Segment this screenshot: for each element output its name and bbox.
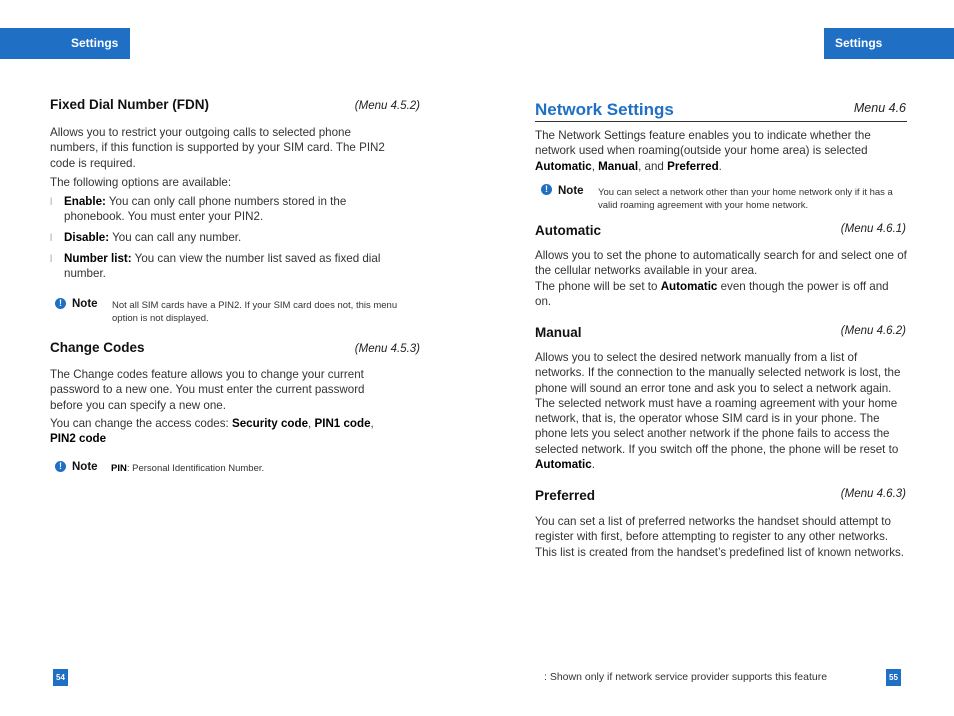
security-code: Security code <box>231 417 309 430</box>
automatic-title: Automatic <box>535 223 602 238</box>
change-codes-title: Change Codes <box>50 340 145 355</box>
network-settings-intro <box>535 128 907 174</box>
manual-desc-end: . <box>591 458 595 472</box>
option-text: You can call any number. <box>109 231 242 244</box>
network-settings-menu-ref: Menu 4.6 <box>853 101 906 115</box>
option-label: Enable: <box>64 195 106 208</box>
fdn-options-intro: The following options are available: <box>50 176 232 189</box>
fdn-note-text: Not all SIM cards have a PIN2. If your SIM card does not, this menu option is not displayed. <box>112 300 398 324</box>
separator: , <box>308 417 315 430</box>
option-preferred: Preferred <box>667 159 719 173</box>
fdn-note-label: Note <box>72 298 98 310</box>
fdn-menu-ref: (Menu 4.5.2) <box>354 100 420 112</box>
intro-text: The Network Settings feature enables you to indicate whether the network used when roaming(outside your home area) is selected <box>535 129 871 158</box>
page-number-right: 55 <box>886 669 901 686</box>
separator: , <box>591 159 599 173</box>
header-tab-left: Settings <box>0 28 130 59</box>
footnote: : Shown only if network service provider supports this feature <box>544 671 828 683</box>
bullet-mark: l <box>50 197 53 208</box>
exclamation-circle-icon: ! <box>55 298 66 309</box>
fdn-option-enable <box>64 194 404 225</box>
access-prefix: You can change the access codes: <box>50 417 232 430</box>
automatic-desc: The phone will be set to <box>535 279 661 293</box>
change-codes-note-text <box>111 463 411 476</box>
option-label: Number list: <box>64 252 132 265</box>
manual-title: Manual <box>535 325 582 340</box>
automatic-bold: Automatic <box>660 279 718 293</box>
bullet-mark: l <box>50 233 53 244</box>
preferred-title: Preferred <box>535 488 596 503</box>
exclamation-circle-icon: ! <box>541 184 552 195</box>
option-text: You can view the number list saved as fixed dial number. <box>64 252 381 281</box>
network-settings-title: Network Settings <box>535 100 674 119</box>
manual-menu-ref: (Menu 4.6.2) <box>840 325 906 337</box>
change-codes-intro: The Change codes feature allows you to change your current password to a new one. You must enter the current password before you can specify a new one. <box>50 368 365 412</box>
manual-bold: Automatic <box>535 458 592 472</box>
pin1-code: PIN1 code <box>314 417 371 430</box>
page-number-left: 54 <box>53 669 68 686</box>
exclamation-circle-icon: ! <box>55 461 66 472</box>
manual-text <box>535 350 907 472</box>
network-note-text: You can select a network other than your home network only if it has a valid roaming agreement with your home network. <box>598 187 893 211</box>
option-text: You can only call phone numbers stored in the phonebook. You must enter your PIN2. <box>64 195 347 224</box>
automatic-menu-ref: (Menu 4.6.1) <box>840 223 906 235</box>
pin-term: PIN <box>111 463 127 474</box>
bullet-mark: l <box>50 254 53 265</box>
fdn-option-disable <box>64 230 404 245</box>
automatic-desc: Allows you to set the phone to automatically search for and select one of the cellular networks available in your area. <box>535 249 907 278</box>
preferred-menu-ref: (Menu 4.6.3) <box>840 488 906 500</box>
sentence-end: . <box>718 159 722 173</box>
change-codes-note-label: Note <box>72 461 98 473</box>
manual-desc: Allows you to select the desired network manually from a list of networks. If the connection to the manually selected network is lost, the phone will sound an error tone and ask you to select a network again. The selected network must have a roaming agreement with your home network, that is, the operator whose SIM card is in your phone. The phone lets you select another network if the phone fails to access the selected network. If you switch off the phone, the phone will be reset to <box>535 351 901 456</box>
fdn-title: Fixed Dial Number (FDN) <box>50 97 210 112</box>
fdn-option-number-list <box>64 251 419 282</box>
network-note-label: Note <box>558 185 584 197</box>
fdn-intro: Allows you to restrict your outgoing calls to selected phone numbers, if this function is supported by your SIM card. The PIN2 code is required. <box>50 126 385 170</box>
header-tab-right: Settings <box>824 28 954 59</box>
change-codes-menu-ref: (Menu 4.5.3) <box>354 343 420 355</box>
automatic-desc: even though the power is off and on. <box>535 279 889 308</box>
automatic-text <box>535 248 907 309</box>
preferred-text: You can set a list of preferred networks the handset should attempt to register with first, before attempting to register to any other networks. This list is created from the handset’s predefined list of known networks. <box>535 515 905 559</box>
separator: , <box>370 417 374 430</box>
pin-definition: : Personal Identification Number. <box>126 463 265 474</box>
option-automatic: Automatic <box>535 159 592 173</box>
title-divider <box>535 121 907 122</box>
change-codes-access <box>50 416 425 447</box>
pin2-code: PIN2 code <box>50 432 107 446</box>
option-label: Disable: <box>64 231 110 244</box>
separator: , and <box>638 159 668 173</box>
option-manual: Manual <box>598 159 639 173</box>
